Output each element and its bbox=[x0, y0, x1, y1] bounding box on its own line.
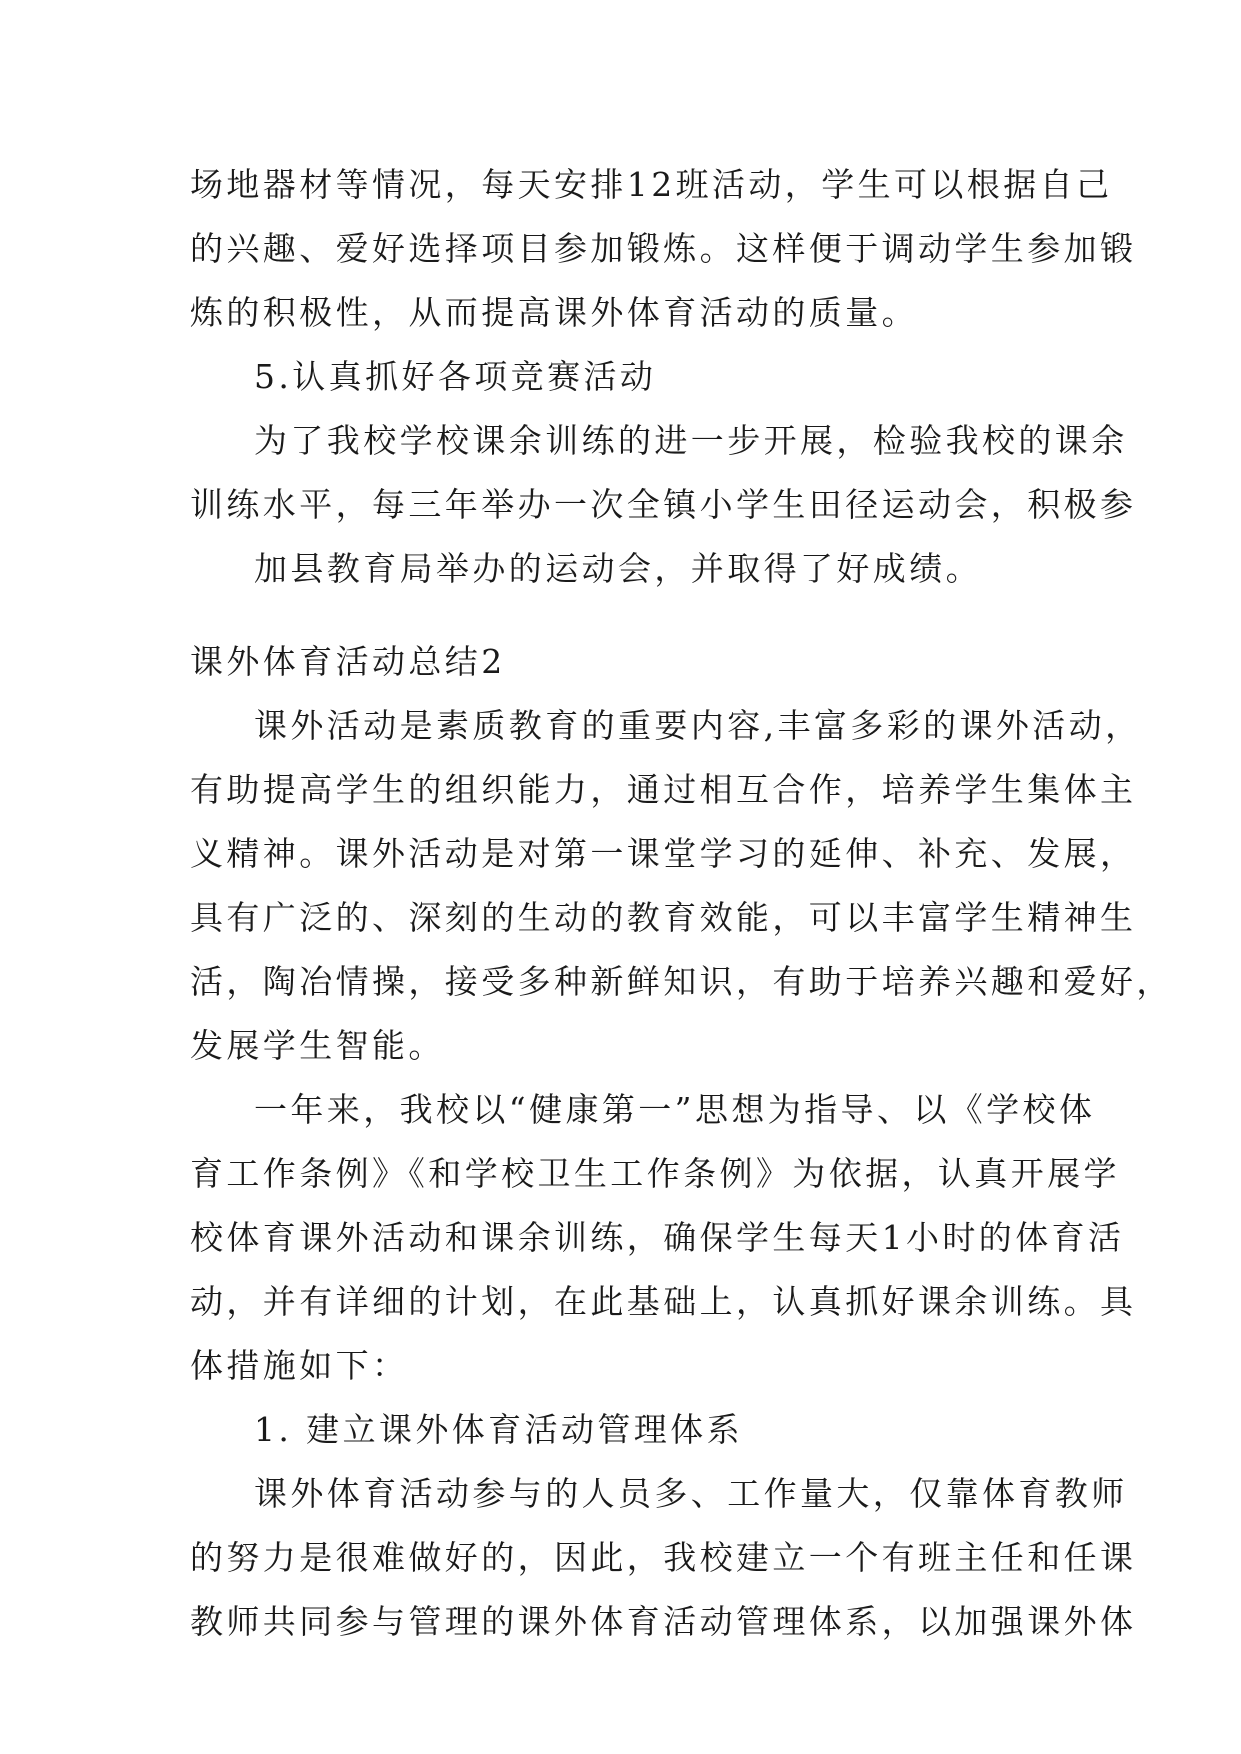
section-heading: 1. 建立课外体育活动管理体系 bbox=[254, 1410, 743, 1449]
body-text-line: 教师共同参与管理的课外体育活动管理体系，以加强课外体 bbox=[190, 1602, 1137, 1641]
body-text-line: 课外体育活动参与的人员多、工作量大，仅靠体育教师 bbox=[254, 1474, 1128, 1513]
body-text-line: 为了我校学校课余训练的进一步开展，检验我校的课余 bbox=[254, 421, 1128, 460]
body-text-line: 有助提高学生的组织能力，通过相互合作，培养学生集体主 bbox=[190, 770, 1137, 809]
body-text-line: 的努力是很难做好的，因此，我校建立一个有班主任和任课 bbox=[190, 1538, 1137, 1577]
body-text-line: 校体育课外活动和课余训练，确保学生每天1小时的体育活 bbox=[190, 1218, 1125, 1257]
body-text-line: 场地器材等情况，每天安排12班活动，学生可以根据自己 bbox=[190, 165, 1113, 204]
body-text-line: 加县教育局举办的运动会，并取得了好成绩。 bbox=[254, 549, 982, 588]
body-text-line: 的兴趣、爱好选择项目参加锻炼。这样便于调动学生参加锻 bbox=[190, 229, 1137, 268]
section-heading: 5.认真抓好各项竞赛活动 bbox=[254, 357, 657, 396]
body-text-line: 一年来，我校以“健康第一”思想为指导、以《学校体 bbox=[254, 1090, 1096, 1129]
body-text-line: 育工作条例》《和学校卫生工作条例》为依据，认真开展学 bbox=[190, 1154, 1120, 1193]
body-text-line: 具有广泛的、深刻的生动的教育效能，可以丰富学生精神生 bbox=[190, 898, 1137, 937]
document-title: 课外体育活动总结2 bbox=[190, 642, 506, 681]
body-text-line: 动，并有详细的计划，在此基础上，认真抓好课余训练。具 bbox=[190, 1282, 1137, 1321]
body-text-line: 活，陶冶情操，接受多种新鲜知识，有助于培养兴趣和爱好， bbox=[190, 962, 1173, 1001]
body-text-line: 体措施如下： bbox=[190, 1346, 409, 1385]
body-text-line: 义精神。课外活动是对第一课堂学习的延伸、补充、发展， bbox=[190, 834, 1137, 873]
body-text-line: 炼的积极性，从而提高课外体育活动的质量。 bbox=[190, 293, 918, 332]
body-text-line: 课外活动是素质教育的重要内容,丰富多彩的课外活动， bbox=[254, 706, 1142, 745]
body-text-line: 训练水平，每三年举办一次全镇小学生田径运动会，积极参 bbox=[190, 485, 1137, 524]
body-text-line: 发展学生智能。 bbox=[190, 1026, 445, 1065]
